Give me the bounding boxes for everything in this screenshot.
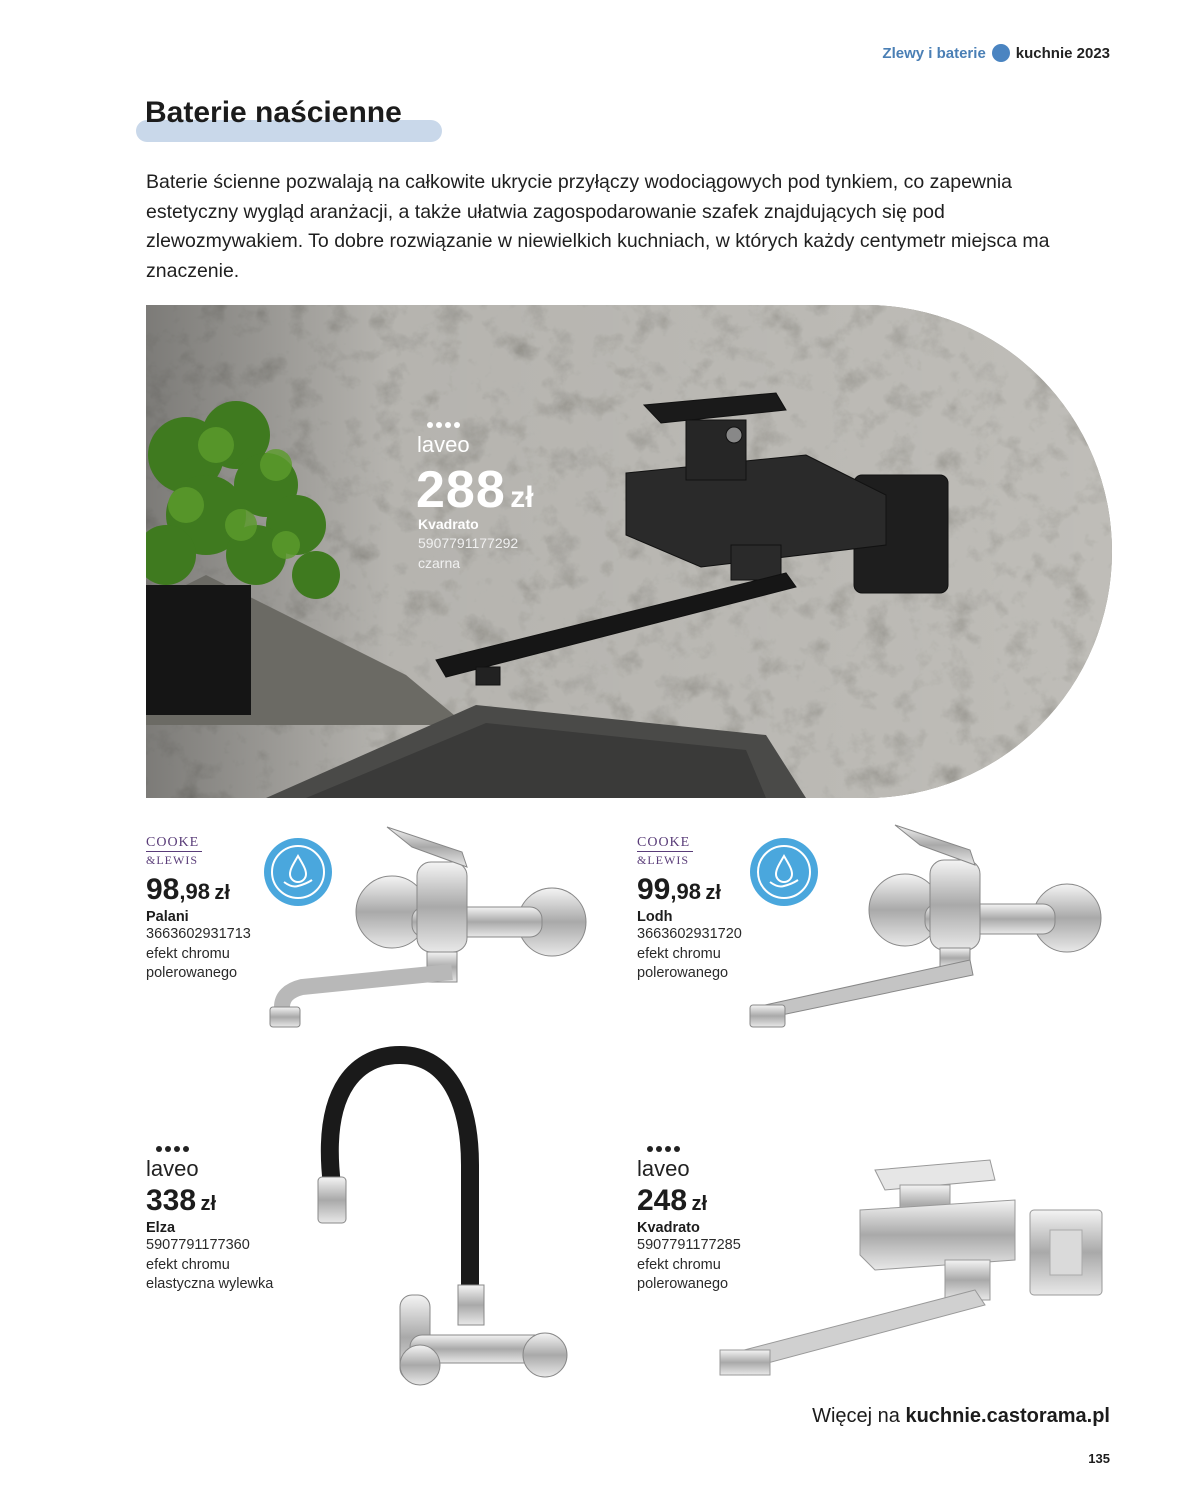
- product-code: 5907791177360: [146, 1237, 250, 1253]
- product-name: Lodh: [637, 909, 673, 925]
- laveo-logo: laveo: [637, 1146, 741, 1182]
- elza-faucet-image: [310, 1045, 575, 1395]
- product-price: 99,98 zł: [637, 873, 721, 906]
- hero-brand-logo: [417, 422, 1200, 458]
- section-title: Zlewy i baterie: [882, 44, 986, 62]
- product-code: 5907791177285: [637, 1237, 741, 1253]
- product-elza: [146, 1146, 273, 1295]
- product-desc: polerowanego: [146, 965, 238, 981]
- page-title: Baterie naścienne: [145, 96, 402, 129]
- hero-product-color: czarna: [418, 555, 461, 571]
- cooke-lewis-logo: COOKE &LEWIS: [146, 836, 251, 867]
- product-desc: efekt chromu: [146, 945, 230, 962]
- product-desc: polerowanego: [637, 965, 729, 981]
- page-title-block: [136, 96, 442, 144]
- more-link[interactable]: Więcej na kuchnie.castorama.pl: [812, 1405, 1110, 1427]
- more-link-url[interactable]: kuchnie.castorama.pl: [905, 1405, 1110, 1427]
- product-desc: elastyczna wylewka: [146, 1276, 274, 1292]
- hero-price-currency: zł: [510, 481, 534, 514]
- laveo-dots-icon: [156, 1146, 189, 1152]
- product-code: 3663602931720: [637, 926, 742, 942]
- palani-faucet-image: [262, 822, 602, 1032]
- laveo-logo: laveo: [146, 1146, 273, 1182]
- hero-price-main: 288: [416, 461, 506, 519]
- cooke-lewis-logo: COOKE &LEWIS: [637, 836, 742, 867]
- product-name: Elza: [146, 1220, 176, 1236]
- product-price: 248 zł: [637, 1184, 708, 1217]
- product-lodh: [637, 836, 742, 984]
- product-name: Kvadrato: [637, 1220, 700, 1236]
- hero-product-code: 5907791177292: [418, 535, 519, 551]
- intro-paragraph: Baterie ścienne pozwalają na całkowite ukrycie przyłączy wodociągowych pod tynkiem, co zapewnia estetyczny wygląd aranżacji, a także ułatwia zagospodarowanie szafek znajdujących się pod zlewozmywakiem. To dobre rozwiązanie w niewielkich kuchniach, w których każdy centymetr miejsca ma znaczenie.: [146, 171, 1050, 282]
- hero-brand-name: laveo: [417, 432, 470, 457]
- product-code: 3663602931713: [146, 926, 251, 942]
- product-desc: efekt chromu: [637, 1256, 721, 1273]
- hero-price: [416, 460, 534, 520]
- page-header: [882, 44, 1110, 62]
- product-palani: [146, 836, 251, 984]
- hero-image: [146, 305, 1112, 798]
- kvadrato-faucet-image: [715, 1155, 1110, 1385]
- lodh-faucet-image: [745, 820, 1110, 1035]
- issue-title: kuchnie 2023: [1015, 44, 1110, 62]
- product-desc: polerowanego: [637, 1276, 729, 1292]
- product-name: Palani: [146, 909, 189, 925]
- hero-product-name: Kvadrato: [418, 516, 479, 532]
- product-desc: efekt chromu: [637, 945, 721, 962]
- product-desc: efekt chromu: [146, 1256, 230, 1273]
- laveo-dots-icon: [427, 422, 460, 428]
- product-price: 98,98 zł: [146, 873, 230, 906]
- section-dot-icon: [992, 44, 1010, 62]
- product-price: 338 zł: [146, 1184, 217, 1217]
- page-number: 135: [1088, 1451, 1110, 1466]
- hero-scene: [146, 305, 1112, 798]
- laveo-dots-icon: [647, 1146, 680, 1152]
